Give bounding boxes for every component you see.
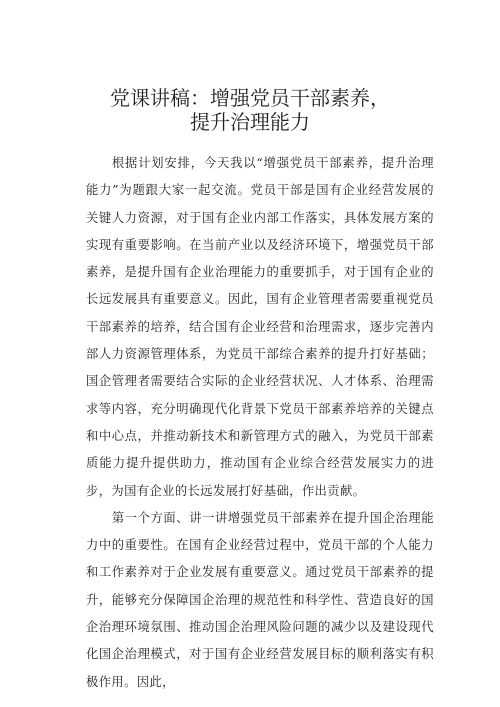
paragraph-1: 根据计划安排，今天我以“增强党员干部素养，提升治理能力”为题跟大家一起交流。党员干部是国有企业经营发展的关键人力资源，对于国有企业内部工作落实，具体发展方案的实现有重要影响。在当前产业以及经济环境下，增强党员干部素养，是提升国有企业治理能力的重要抓手，对于国有企业的长远发展具有重要意义。因此，国有企业管理者需要重视党员干部素养的培养，结合国有企业经营和治理需求，逐步完善内部人力资源管理体系，为党员干部综合素养的提升打好基础；国企管理者需要结合实际的企业经营状况、人才体系、治理需求等内容，充分明确现代化背景下党员干部素养培养的关键点和中心点，并推动新技术和新管理方式的融入，为党员干部素质能力提升提供助力，推动国有企业综合经营发展实力的进步，为国有企业的长远发展打好基础，作出贡献。	[86, 156, 434, 498]
title-line-1: 党课讲稿：增强党员干部素养，	[110, 86, 390, 110]
paragraph-2: 第一个方面、讲一讲增强党员干部素养在提升国企治理能力中的重要性。在国有企业经营过程中，党员干部的个人能力和工作素养对于企业发展有重要意义。通过党员干部素养的提升，能够充分保障国企治理的规范性和科学性、营造良好的国企治理环境氛围、推动国企治理风险问题的减少以及建设现代化国企治理模式，对于国有企业经营发展目标的顺利落实有积极作用。因此，	[86, 510, 434, 689]
title-line-2: 提升治理能力	[190, 110, 310, 134]
document-body	[86, 150, 434, 696]
document-title	[60, 86, 440, 134]
